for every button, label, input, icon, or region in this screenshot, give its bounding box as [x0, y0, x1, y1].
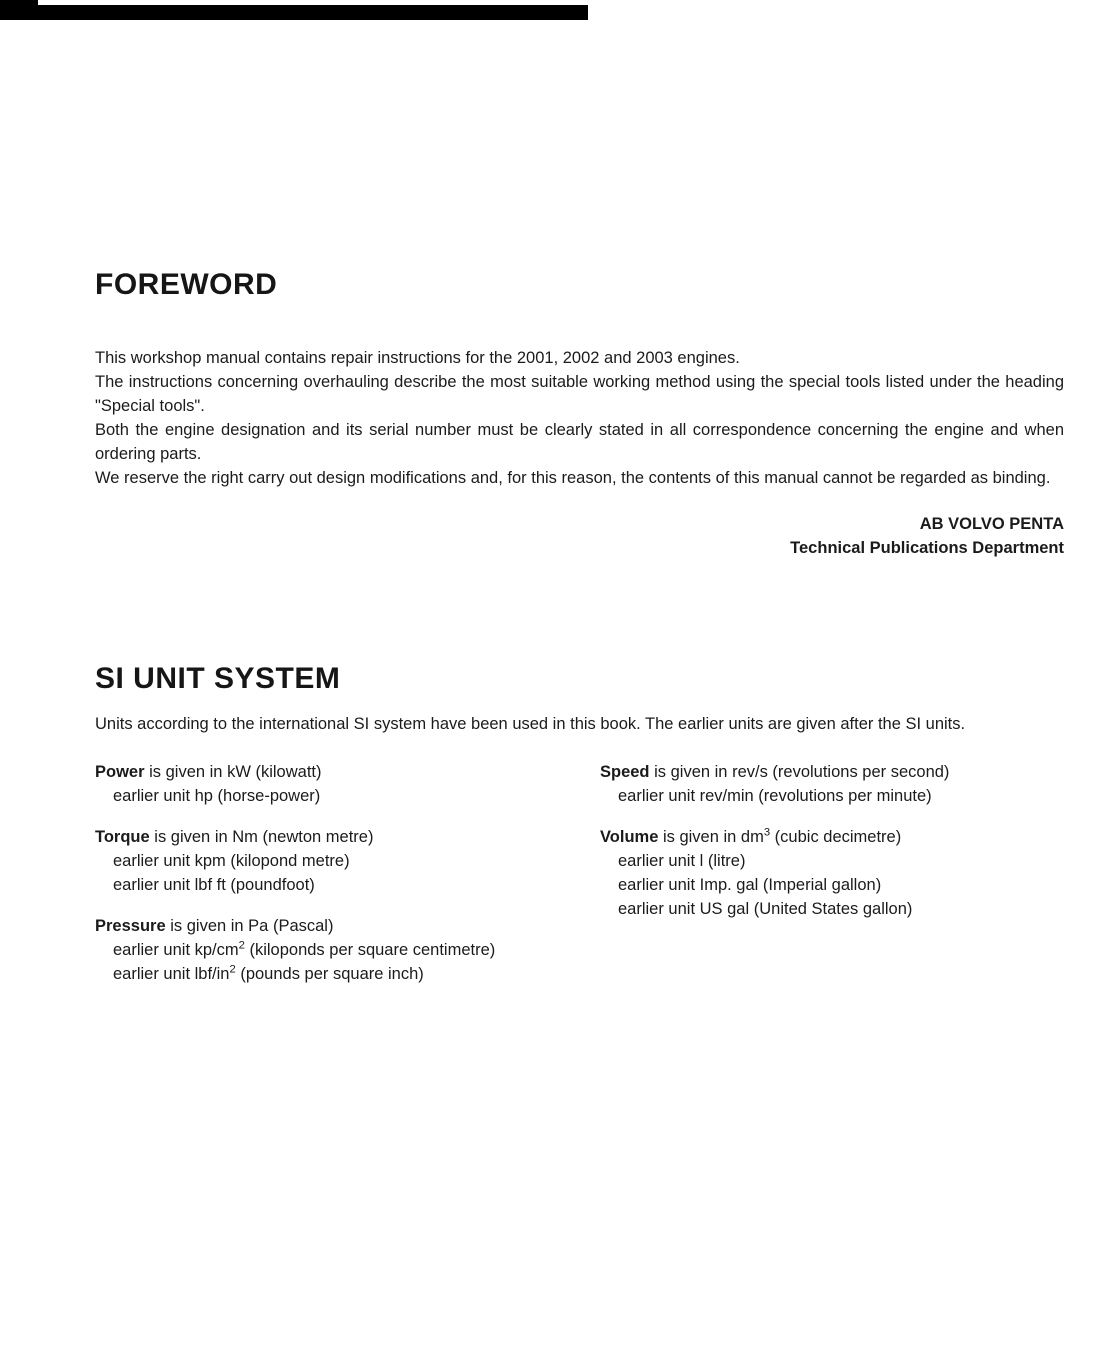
earlier-unit-line	[600, 897, 1064, 921]
si-column-left	[95, 760, 600, 1003]
sub-text: earlier unit l (litre)	[618, 852, 746, 870]
foreword-paragraph: This workshop manual contains repair instructions for the 2001, 2002 and 2003 engines.	[95, 349, 740, 367]
term-label: Volume	[600, 828, 659, 846]
si-unit-intro: Units according to the international SI system have been used in this book. The earlier units are given after the SI units.	[95, 715, 966, 733]
si-unit-section	[95, 662, 1064, 1003]
sub-text: (pounds per square inch)	[235, 965, 424, 983]
term-post: (cubic decimetre)	[770, 828, 902, 846]
superscript: 3	[763, 826, 771, 839]
sub-text: earlier unit kpm (kilopond metre)	[113, 852, 350, 870]
term-label: Torque	[95, 828, 150, 846]
earlier-unit-line	[95, 938, 600, 962]
scan-artifact-long-bar	[0, 5, 588, 20]
term-block-volume	[600, 825, 1064, 921]
earlier-unit-line	[95, 873, 600, 897]
term-block-power	[95, 760, 600, 808]
earlier-unit-line	[600, 849, 1064, 873]
superscript: 2	[238, 939, 245, 952]
signature-block	[95, 512, 1064, 560]
sub-text: earlier unit hp (horse-power)	[113, 787, 321, 805]
term-block-pressure	[95, 914, 600, 986]
term-label: Speed	[600, 763, 650, 781]
term-line	[600, 760, 1064, 784]
term-line	[95, 760, 600, 784]
superscript: 2	[229, 963, 236, 976]
foreword-paragraph: Both the engine designation and its serial number must be clearly stated in all correspondence concerning the engine and when ordering parts.	[95, 421, 1064, 463]
sub-text: earlier unit US gal (United States gallon)	[618, 900, 913, 918]
sub-text: earlier unit Imp. gal (Imperial gallon)	[618, 876, 882, 894]
term-rest: is given in rev/s (revolutions per second)	[649, 763, 950, 781]
foreword-paragraphs	[95, 346, 1064, 490]
term-rest: is given in kW (kilowatt)	[144, 763, 322, 781]
term-rest: is given in Nm (newton metre)	[149, 828, 374, 846]
term-block-torque	[95, 825, 600, 897]
earlier-unit-line	[600, 873, 1064, 897]
foreword-title: FOREWORD	[95, 268, 278, 301]
term-line	[600, 825, 1064, 849]
si-unit-columns	[95, 760, 1064, 1003]
sub-text: (kiloponds per square centimetre)	[244, 941, 496, 959]
term-label: Power	[95, 763, 145, 781]
term-block-speed	[600, 760, 1064, 808]
signature-department: Technical Publications Department	[790, 539, 1064, 557]
sub-text: earlier unit rev/min (revolutions per minute)	[618, 787, 932, 805]
earlier-unit-line	[95, 849, 600, 873]
si-column-right	[600, 760, 1064, 1003]
earlier-unit-line	[95, 784, 600, 808]
signature-company: AB VOLVO PENTA	[919, 515, 1064, 533]
sub-text: earlier unit kp/cm	[113, 941, 239, 959]
foreword-paragraph: We reserve the right carry out design modifications and, for this reason, the contents of this manual cannot be regarded as binding.	[95, 469, 1051, 487]
sub-text: earlier unit lbf ft (poundfoot)	[113, 876, 315, 894]
term-label: Pressure	[95, 917, 166, 935]
si-unit-title: SI UNIT SYSTEM	[95, 662, 341, 695]
term-rest: is given in dm	[658, 828, 764, 846]
sub-text: earlier unit lbf/in	[113, 965, 230, 983]
foreword-paragraph: The instructions concerning overhauling describe the most suitable working method using the special tools listed under the heading "Special tools".	[95, 373, 1064, 415]
earlier-unit-line	[600, 784, 1064, 808]
term-rest: is given in Pa (Pascal)	[165, 917, 334, 935]
earlier-unit-line	[95, 962, 600, 986]
term-line	[95, 914, 600, 938]
term-line	[95, 825, 600, 849]
